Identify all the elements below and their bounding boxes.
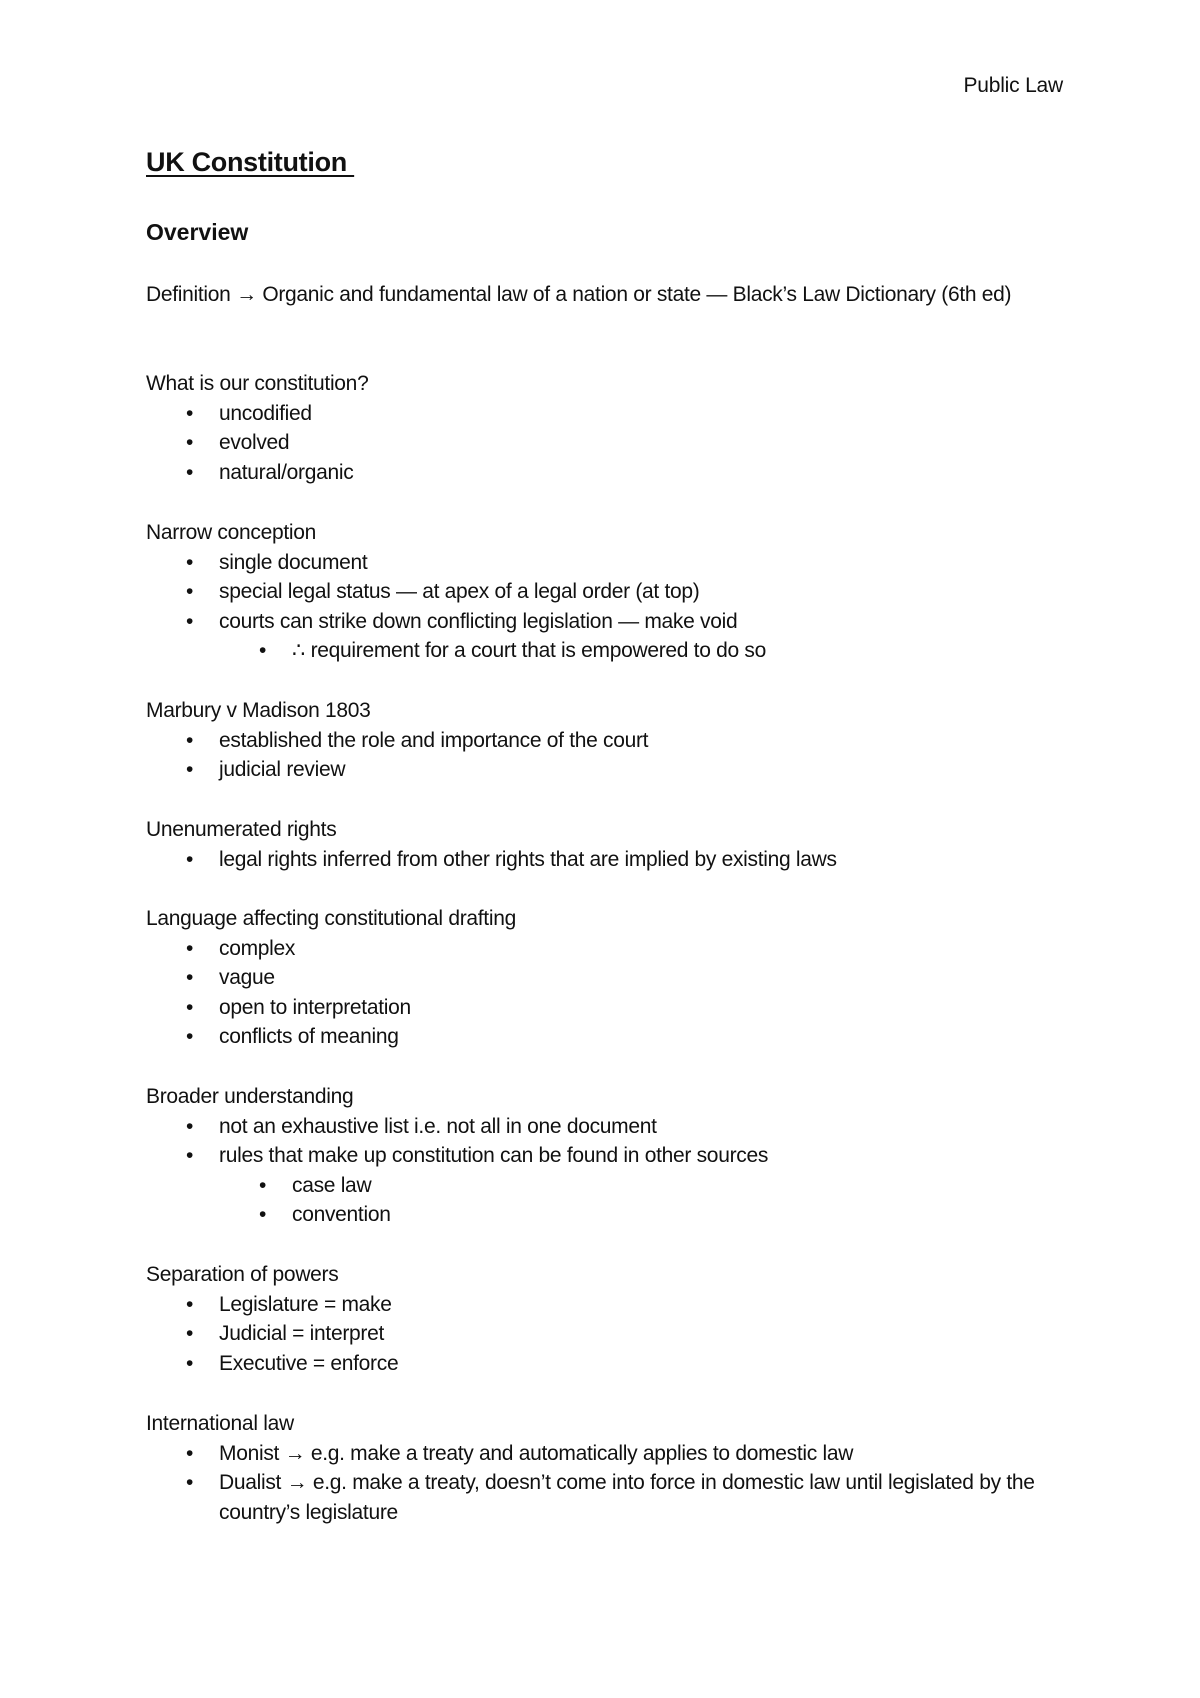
list-item: • courts can strike down conflicting legislation — make void — [146, 607, 1066, 637]
bullet-icon: • — [186, 580, 194, 604]
list-item: • Dualist → e.g. make a treaty, doesn’t come into force in domestic law until legislated by the country’s legislature — [146, 1468, 1066, 1527]
list-item: • Legislature = make — [146, 1290, 1066, 1320]
section-heading: Language affecting constitutional drafting — [146, 907, 516, 930]
bullet-icon: • — [186, 1441, 194, 1465]
bullet-icon: • — [186, 1025, 194, 1049]
sub-list-item: • ∴ requirement for a court that is empowered to do so — [146, 636, 1066, 666]
list-item: • rules that make up constitution can be found in other sources — [146, 1141, 1066, 1171]
bullet-icon: • — [186, 431, 194, 455]
bullet-list — [146, 399, 1066, 488]
list-item: • natural/organic — [146, 458, 1066, 488]
list-item: • vague — [146, 963, 1066, 993]
bullet-list — [146, 548, 1066, 666]
section-narrow-conception — [146, 518, 1066, 666]
section-heading: Broader understanding — [146, 1085, 354, 1108]
bullet-icon: • — [186, 550, 194, 574]
section-heading: Marbury v Madison 1803 — [146, 699, 371, 722]
bullet-list — [146, 1439, 1066, 1528]
bullet-icon: • — [186, 995, 194, 1019]
page-title: UK Constitution — [146, 147, 355, 177]
bullet-icon: • — [186, 758, 194, 782]
bullet-icon: • — [186, 1471, 194, 1495]
list-item: • not an exhaustive list i.e. not all in one document — [146, 1112, 1066, 1142]
overview-heading: Overview — [146, 219, 249, 245]
bullet-icon: • — [186, 1322, 194, 1346]
bullet-icon: • — [259, 639, 267, 663]
list-item: • special legal status — at apex of a legal order (at top) — [146, 577, 1066, 607]
list-item: • Monist → e.g. make a treaty and automatically applies to domestic law — [146, 1439, 1066, 1469]
list-item: • complex — [146, 934, 1066, 964]
list-item: • legal rights inferred from other rights that are implied by existing laws — [146, 845, 1066, 875]
bullet-icon: • — [186, 401, 194, 425]
bullet-icon: • — [186, 460, 194, 484]
list-item: • evolved — [146, 428, 1066, 458]
header-course-name: Public Law — [963, 74, 1063, 97]
bullet-icon: • — [186, 936, 194, 960]
list-item: • established the role and importance of the court — [146, 726, 1066, 756]
section-heading: Unenumerated rights — [146, 818, 337, 841]
section-heading: Separation of powers — [146, 1263, 339, 1286]
bullet-icon: • — [186, 1114, 194, 1138]
bullet-list — [146, 1112, 1066, 1230]
section-unenumerated-rights — [146, 815, 1066, 874]
bullet-icon: • — [259, 1203, 267, 1227]
list-item: • conflicts of meaning — [146, 1022, 1066, 1052]
sub-list-item: • case law — [146, 1171, 1066, 1201]
section-separation-of-powers — [146, 1260, 1066, 1378]
sub-list-item: • convention — [146, 1200, 1066, 1230]
bullet-icon: • — [186, 609, 194, 633]
bullet-list — [146, 845, 1066, 875]
section-heading: Narrow conception — [146, 521, 316, 544]
bullet-icon: • — [186, 1351, 194, 1375]
list-item: • open to interpretation — [146, 993, 1066, 1023]
section-what-is-constitution — [146, 369, 1066, 487]
bullet-icon: • — [259, 1173, 267, 1197]
list-item: • single document — [146, 548, 1066, 578]
bullet-icon: • — [186, 1144, 194, 1168]
list-item: • Judicial = interpret — [146, 1319, 1066, 1349]
list-item: • judicial review — [146, 755, 1066, 785]
section-heading: International law — [146, 1412, 294, 1435]
bullet-icon: • — [186, 966, 194, 990]
list-item: • uncodified — [146, 399, 1066, 429]
bullet-list — [146, 1290, 1066, 1379]
bullet-list — [146, 726, 1066, 785]
bullet-icon: • — [186, 728, 194, 752]
section-heading: What is our constitution? — [146, 372, 369, 395]
list-item: • Executive = enforce — [146, 1349, 1066, 1379]
bullet-list — [146, 934, 1066, 1052]
section-broader-understanding — [146, 1082, 1066, 1230]
bullet-icon: • — [186, 847, 194, 871]
section-marbury-v-madison — [146, 696, 1066, 785]
section-international-law — [146, 1409, 1066, 1527]
bullet-icon: • — [186, 1292, 194, 1316]
definition-paragraph: Definition → Organic and fundamental law of a nation or state — Black’s Law Dictionary (6th ed) — [146, 283, 1012, 306]
section-language-drafting — [146, 904, 1066, 1052]
